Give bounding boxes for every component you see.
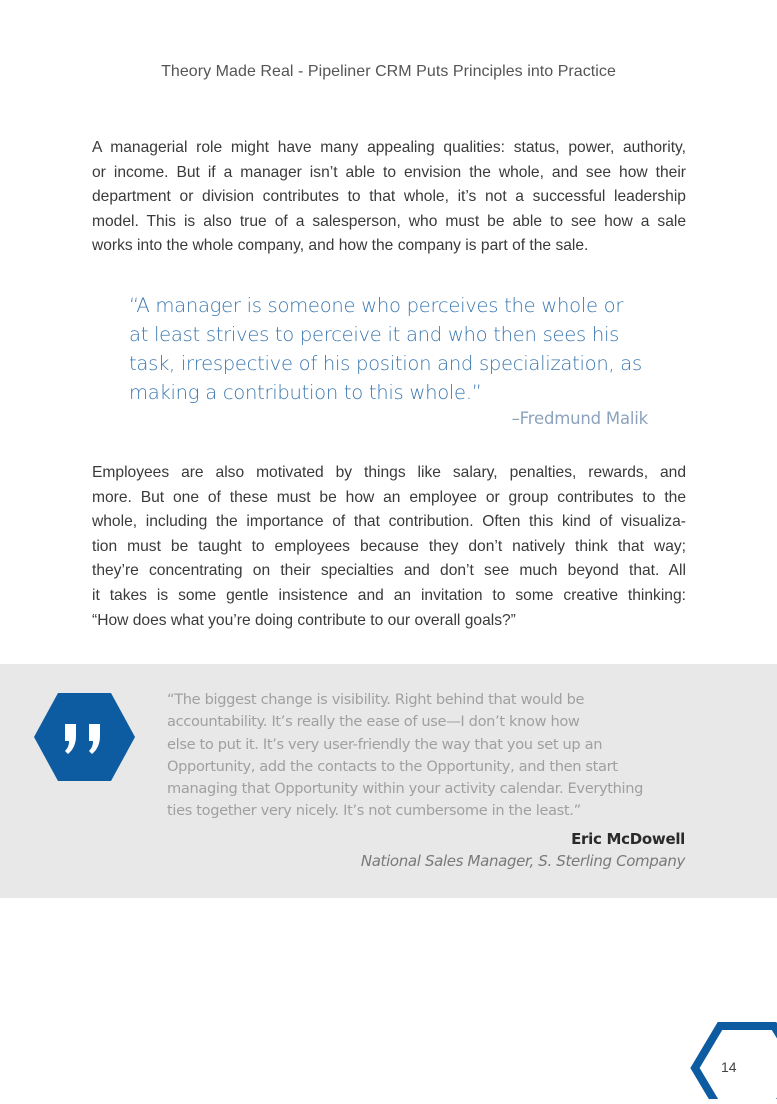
paragraph-line: “How does what you’re doing contribute to our overall goals?” <box>92 611 516 629</box>
body-paragraph-1 <box>92 136 686 259</box>
testimonial-author-title: National Sales Manager, S. Sterling Company <box>360 852 685 870</box>
paragraph-line: they’re concentrating on their specialties and don’t see much beyond that. All <box>92 562 686 580</box>
testimonial-line: “The biggest change is visibility. Right behind that would be <box>167 691 585 708</box>
pull-quote-line: at least strives to perceive it and who then sees his <box>129 323 620 346</box>
pull-quote-attribution: –Fredmund Malik <box>511 409 648 428</box>
testimonial-line: accountability. It’s really the ease of use—I don’t know how <box>167 713 580 731</box>
paragraph-line: Employees are also motivated by things like salary, penalties, rewards, and <box>92 464 686 481</box>
paragraph-line: more. But one of these must be how an employee or group contributes to the <box>92 488 686 506</box>
page-number: 14 <box>721 1059 737 1075</box>
testimonial-author-name: Eric McDowell <box>571 830 685 848</box>
pull-quote-line: task, irrespective of his position and specialization, as <box>129 352 642 375</box>
pull-quote-line: “A manager is someone who perceives the whole or <box>129 294 624 317</box>
paragraph-line: whole, including the importance of that contribution. Often this kind of visualiza- <box>92 513 686 531</box>
testimonial-quote <box>167 689 697 823</box>
testimonial-line: managing that Opportunity within your activity calendar. Everything <box>167 780 644 798</box>
paragraph-line: works into the whole company, and how the company is part of the sale. <box>92 237 589 255</box>
body-paragraph-2 <box>92 461 686 633</box>
paragraph-line: A managerial role might have many appealing qualities: status, power, authority, <box>92 139 686 156</box>
quote-marks-icon <box>34 693 135 781</box>
testimonial-line: Opportunity, add the contacts to the Opportunity, and then start <box>167 757 618 775</box>
testimonial-line: ties together very nicely. It’s not cumbersome in the least.” <box>167 802 581 820</box>
paragraph-line: it takes is some gentle insistence and an invitation to some creative thinking: <box>92 586 686 604</box>
paragraph-line: model. This is also true of a salesperson, who must be able to see how a sale <box>92 212 686 230</box>
pull-quote-line: making a contribution to this whole.” <box>129 381 482 404</box>
running-header: Theory Made Real - Pipeliner CRM Puts Principles into Practice <box>161 63 616 80</box>
pull-quote <box>129 291 649 407</box>
paragraph-line: department or division contributes to that whole, it’s not a successful leadership <box>92 188 686 206</box>
paragraph-line: tion must be taught to employees because they don’t natively think that way; <box>92 537 686 555</box>
paragraph-line: or income. But if a manager isn’t able to envision the whole, and see how their <box>92 163 686 181</box>
testimonial-line: else to put it. It’s very user-friendly the way that you set up an <box>167 735 603 753</box>
